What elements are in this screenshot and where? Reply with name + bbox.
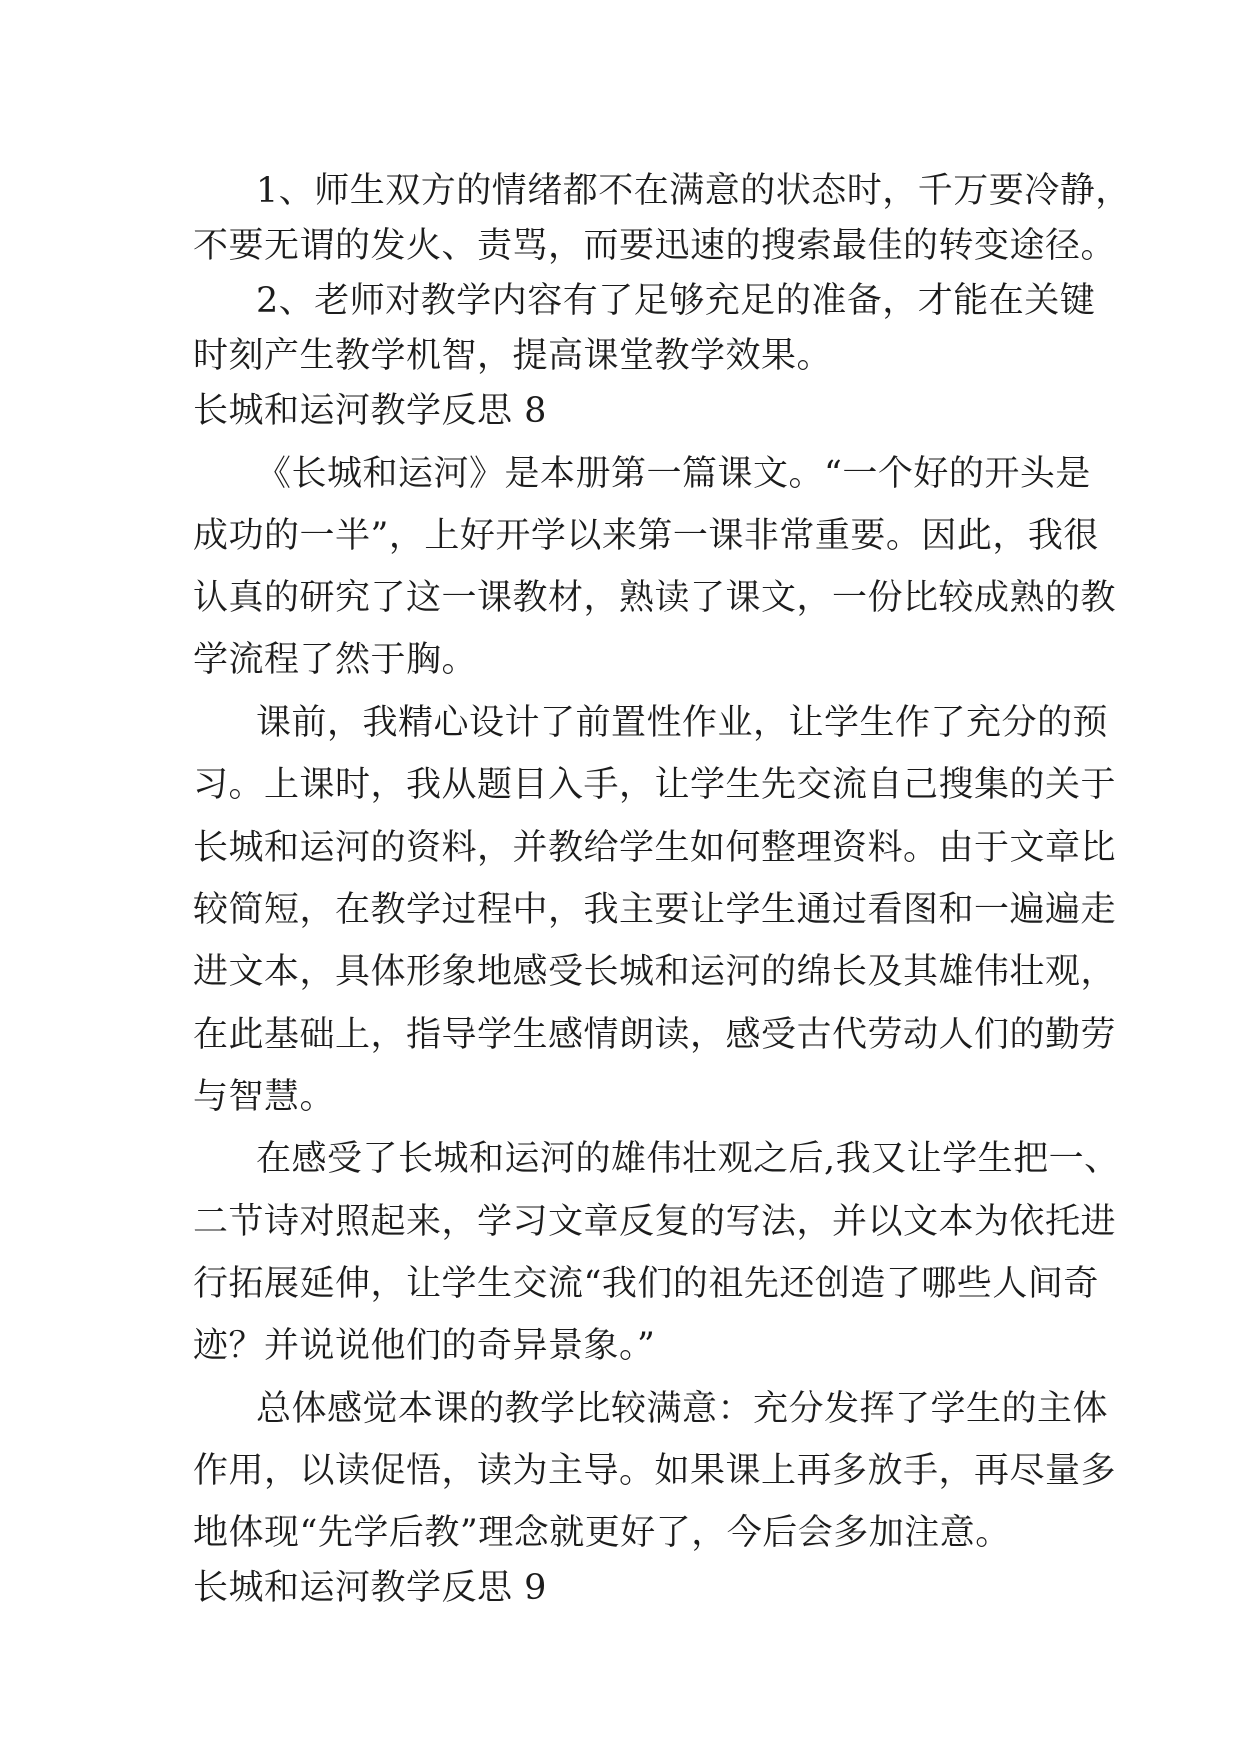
text-line: 在此基础上，指导学生感情朗读，感受古代劳动人们的勤劳 bbox=[193, 1015, 1117, 1055]
text-line: 学流程了然于胸。 bbox=[193, 640, 478, 680]
text-line: 作用，以读促悟，读为主导。如果课上再多放手，再尽量多 bbox=[193, 1451, 1117, 1491]
text-line: 在感受了长城和运河的雄伟壮观之后,我又让学生把一、 bbox=[256, 1139, 1120, 1179]
text-line: 时刻产生教学机智，提高课堂教学效果。 bbox=[193, 336, 833, 376]
text-line: 进文本，具体形象地感受长城和运河的绵长及其雄伟壮观， bbox=[193, 952, 1117, 992]
text-line: 课前，我精心设计了前置性作业，让学生作了充分的预 bbox=[256, 703, 1109, 743]
text-line: 《长城和运河》是本册第一篇课文。“一个好的开头是 bbox=[256, 454, 1091, 494]
text-line: 习。上课时，我从题目入手，让学生先交流自己搜集的关于 bbox=[193, 765, 1117, 805]
text-line: 认真的研究了这一课教材，熟读了课文，一份比较成熟的教 bbox=[193, 578, 1117, 618]
text-line: 与智慧。 bbox=[193, 1077, 336, 1117]
text-line: 2、老师对教学内容有了足够充足的准备，才能在关键 bbox=[256, 281, 1096, 321]
text-line: 迹？并说说他们的奇异景象。” bbox=[193, 1326, 656, 1366]
text-line: 二节诗对照起来，学习文章反复的写法，并以文本为依托进 bbox=[193, 1202, 1117, 1242]
text-line: 长城和运河的资料，并教给学生如何整理资料。由于文章比 bbox=[193, 828, 1117, 868]
text-line: 总体感觉本课的教学比较满意：充分发挥了学生的主体 bbox=[256, 1389, 1109, 1429]
text-line: 不要无谓的发火、责骂，而要迅速的搜索最佳的转变途径。 bbox=[193, 226, 1117, 266]
section-heading: 长城和运河教学反思 8 bbox=[193, 391, 547, 431]
text-line: 行拓展延伸，让学生交流“我们的祖先还创造了哪些人间奇 bbox=[193, 1264, 1099, 1304]
text-line: 1、师生双方的情绪都不在满意的状态时，千万要冷静， bbox=[256, 171, 1131, 211]
text-line: 地体现“先学后教”理念就更好了，今后会多加注意。 bbox=[193, 1513, 1011, 1553]
text-line: 成功的一半”，上好开学以来第一课非常重要。因此，我很 bbox=[193, 516, 1099, 556]
text-line: 较简短，在教学过程中，我主要让学生通过看图和一遍遍走 bbox=[193, 890, 1117, 930]
section-heading: 长城和运河教学反思 9 bbox=[193, 1568, 547, 1608]
